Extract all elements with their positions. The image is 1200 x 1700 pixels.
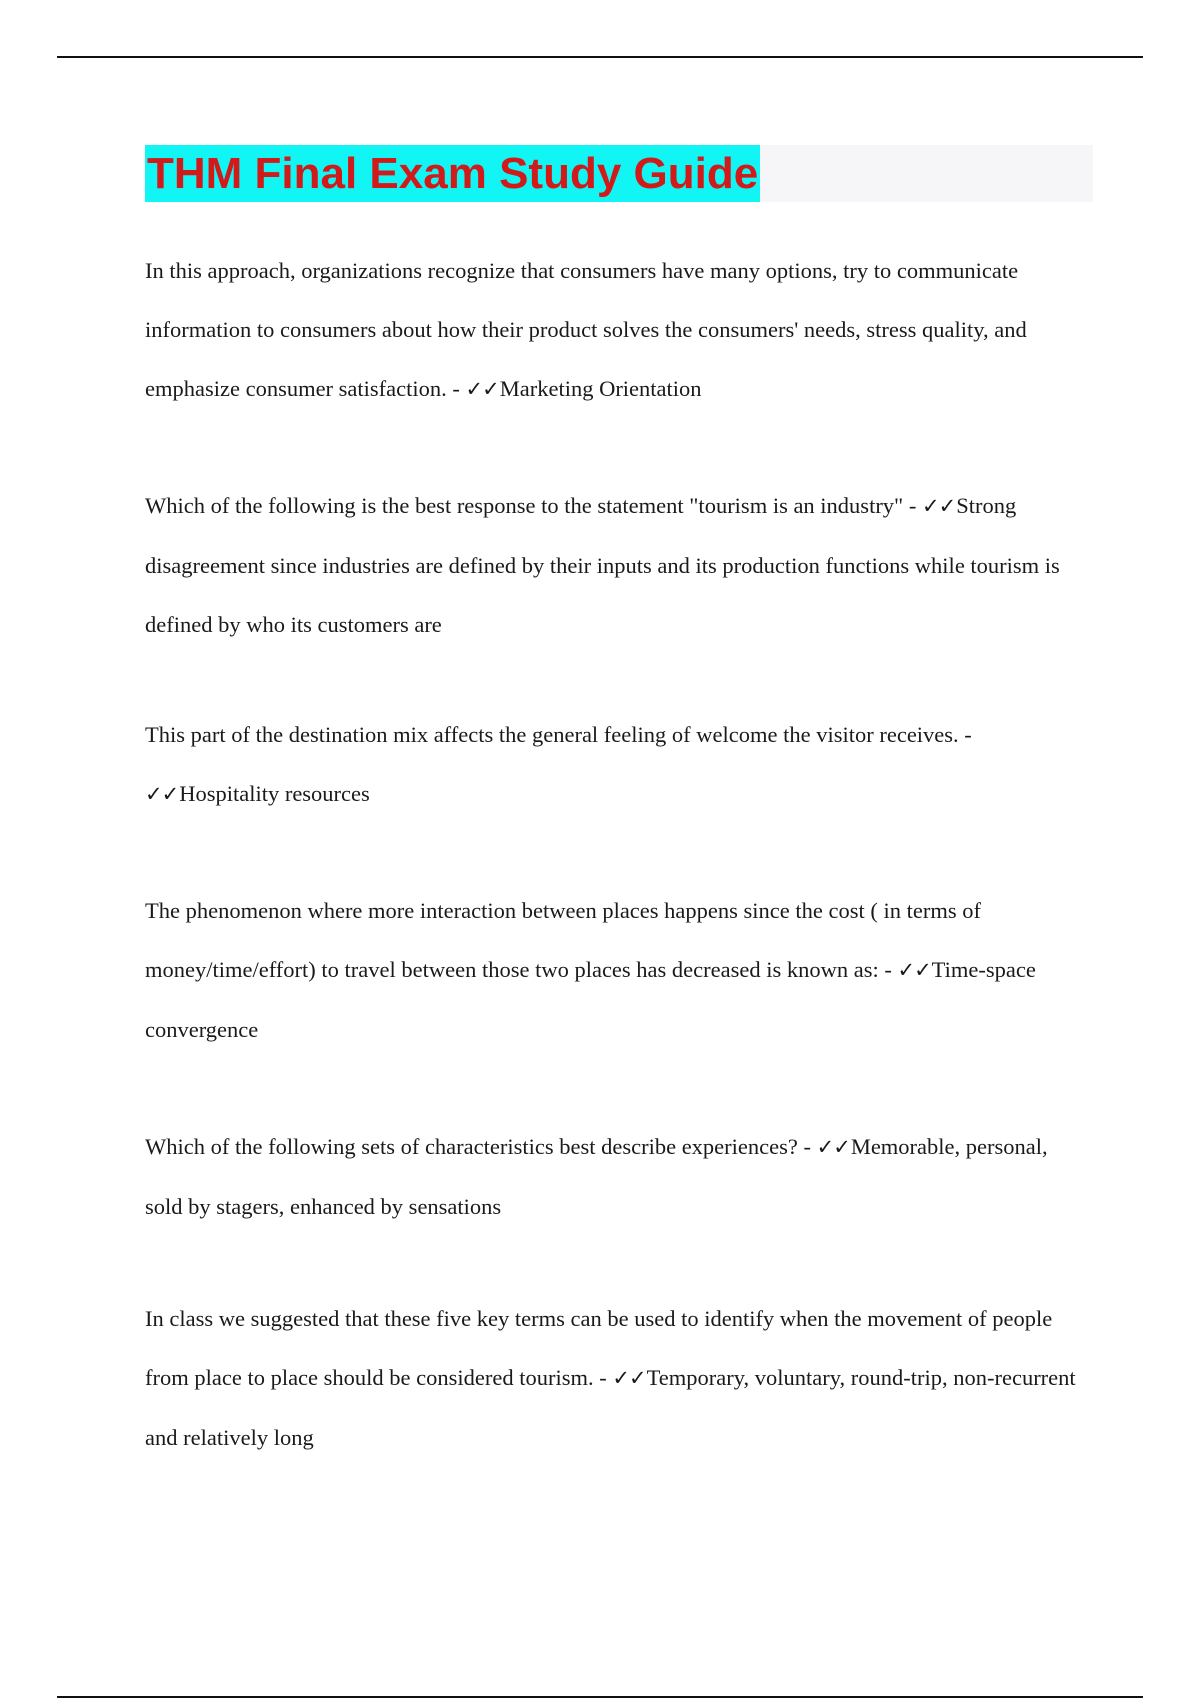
double-check-icon: ✓✓ (145, 782, 179, 806)
answer-text: Time-space convergence (145, 957, 1036, 1042)
qa-item-6 (145, 1289, 1085, 1467)
qa-item-3 (145, 705, 1085, 824)
double-check-icon: ✓✓ (465, 377, 499, 401)
answer-text: Marketing Orientation (499, 376, 702, 401)
double-check-icon: ✓✓ (897, 958, 931, 982)
answer-text: Temporary, voluntary, round-trip, non-recurrent and relatively long (145, 1365, 1076, 1450)
answer-text: Strong disagreement since industries are defined by their inputs and its production functions while tourism is defined by who its customers are (145, 493, 1060, 637)
question-text: Which of the following sets of characteristics best describe experiences? - (145, 1134, 817, 1159)
qa-item-5 (145, 1117, 1085, 1236)
document-title: THM Final Exam Study Guide (145, 145, 760, 202)
question-text: This part of the destination mix affects the general feeling of welcome the visitor receives. - (145, 722, 972, 747)
question-text: In class we suggested that these five key terms can be used to identify when the movement of people from place to place should be considered tourism. - (145, 1306, 1053, 1390)
bottom-rule (57, 1696, 1143, 1698)
top-rule (57, 56, 1143, 58)
question-text: Which of the following is the best response to the statement "tourism is an industry" - (145, 493, 922, 518)
qa-item-4 (145, 881, 1085, 1059)
double-check-icon: ✓✓ (612, 1366, 646, 1390)
question-text: In this approach, organizations recognize that consumers have many options, try to communicate information to consumers about how their product solves the consumers' needs, stress quality, and emphasize consumer satisfaction. - (145, 258, 1027, 401)
double-check-icon: ✓✓ (816, 1135, 850, 1159)
qa-item-1 (145, 241, 1085, 419)
answer-text: Memorable, personal, sold by stagers, enhanced by sensations (145, 1134, 1048, 1219)
double-check-icon: ✓✓ (922, 494, 956, 518)
question-text: The phenomenon where more interaction between places happens since the cost ( in terms of money/time/effort) to travel between those two places has decreased is known as: - (145, 898, 981, 982)
qa-item-2 (145, 476, 1085, 654)
answer-text: Hospitality resources (179, 781, 370, 806)
